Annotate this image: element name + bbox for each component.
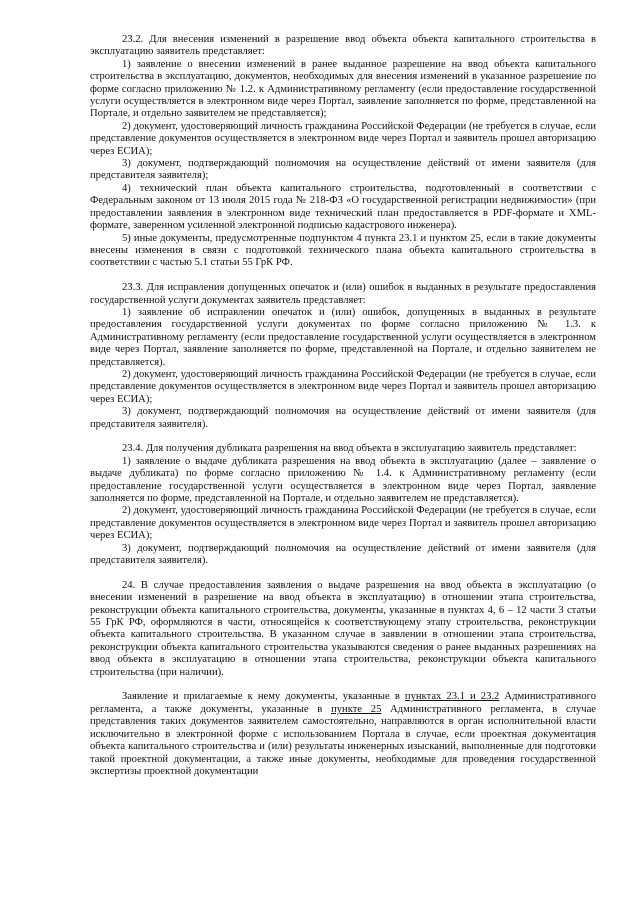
link-items-23-1-23-2[interactable]: пунктах 23.1 и 23.2 <box>404 691 500 703</box>
section-23-2-item-5: 5) иные документы, предусмотренные подпунктом 4 пункта 23.1 и пунктом 25, если в такие документы внесены изменения в связи с подготовкой технического плана объекта капитального строительства в соответствии с частью 5.1 статьи 55 ГрК РФ. <box>90 232 596 269</box>
section-24: 24. В случае предоставления заявления о выдаче разрешения на ввод объекта в эксплуатацию (о внесении изменений в разрешение на ввод объекта в эксплуатацию) в отношении этапа строительства, реконструкции объекта капитального строительства, документы, указанные в пунктах 4, 6 – 12 части 3 статьи 55 ГрК РФ, оформляются в части, относящейся к соответствующему этапу строительства, реконструкции объекта капитального строительства. В указанном случае в заявлении в отношении этапа строительства, реконструкции объекта капитального строительства указываются сведения о ранее выданных разрешениях на ввод объекта в эксплуатацию в отношении этапа строительства, реконструкции объекта капитального строительства (при наличии). <box>90 579 596 678</box>
document-body <box>90 34 596 778</box>
section-23-4-item-2: 2) документ, удостоверяющий личность гражданина Российской Федерации (не требуется в случае, если представление документов осуществляется в электронном виде через Портал и заявитель прошел авторизацию через ЕСИА); <box>90 505 596 542</box>
section-23-2-item-1: 1) заявление о внесении изменений в ранее выданное разрешение на ввод объекта капитального строительства в эксплуатацию, документов, необходимых для внесения изменений в указанное разрешение по форме согласно приложению № 1.2. к Административному регламенту (если предоставление государственной услуги осуществляется в электронном виде через Портал, заявление заполняется по форме, представленной на Портале, и отдельно заявителем не представляется); <box>90 58 596 120</box>
section-23-3-item-1: 1) заявление об исправлении опечаток и (или) ошибок, допущенных в выданных в результате предоставления государственной услуги документах по форме согласно приложению № 1.3. к Административному регламенту (если предоставление государственной услуги осуществляется в электронном виде через Портал, заявление заполняется по форме, представленной на Портале, и отдельно заявителем не представляется). <box>90 306 596 368</box>
section-23-2-item-3: 3) документ, подтверждающий полномочия на осуществление действий от имени заявителя (для представителя заявителя); <box>90 158 596 182</box>
section-23-4-item-3: 3) документ, подтверждающий полномочия на осуществление действий от имени заявителя (для представителя заявителя). <box>90 542 596 567</box>
section-23-2-intro: 23.2. Для внесения изменений в разрешение ввод объекта объекта капитального строительства в эксплуатацию заявитель представляет: <box>90 34 596 58</box>
final-text-part-3: Административного регламента, в случае представления таких документов заявителем самостоятельно, направляются в орган исполнительной власти исключительно в электронной форме с использованием Портала в случае, если проектная документация объекта капитального строительства и (или) результаты инженерных изысканий, выполненные для подготовки такой проектной документации, а также иные документы, необходимые для проведения государственной экспертизы проектной документации <box>90 703 596 777</box>
final-text-part-1: Заявление и прилагаемые к нему документы, указанные в <box>122 691 405 703</box>
section-23-3-item-2: 2) документ, удостоверяющий личность гражданина Российской Федерации (не требуется в случае, если представление документов осуществляется в электронном виде через Портал и заявитель прошел авторизацию через ЕСИА); <box>90 368 596 405</box>
section-23-4-item-1: 1) заявление о выдаче дубликата разрешения на ввод объекта в эксплуатацию (далее – заявление о выдаче дубликата) по форме согласно приложению № 1.4. к Административному регламенту (если предоставление государственной услуги осуществляется в электронном виде через Портал, заявление заполняется по форме, представленной на Портале, и отдельно заявителем не представляется). <box>90 455 596 504</box>
final-text-part-2: Административного регламента, а также документы, указанные в <box>90 691 597 715</box>
section-23-3-item-3: 3) документ, подтверждающий полномочия на осуществление действий от имени заявителя (для представителя заявителя). <box>90 406 596 430</box>
section-23-2-item-4: 4) технический план объекта капитального строительства, подготовленный в соответствии с Федеральным законом от 13 июля 2015 года № 218-ФЗ «О государственной регистрации недвижимости» (при предоставлении заявления в электронном виде технический план предоставляется в PDF-формате и XML-формате, заверенном усиленной электронной подписью кадастрового инженера). <box>90 182 596 232</box>
section-23-4-intro: 23.4. Для получения дубликата разрешения на ввод объекта в эксплуатацию заявитель представляет: <box>122 443 577 455</box>
section-23-2-item-2: 2) документ, удостоверяющий личность гражданина Российской Федерации (не требуется в случае, если представление документов осуществляется в электронном виде через Портал и заявитель прошел авторизацию через ЕСИА); <box>90 120 596 157</box>
link-item-25[interactable]: пункте 25 <box>331 703 382 715</box>
section-23-3-intro: 23.3. Для исправления допущенных опечаток и (или) ошибок в выданных в результате предоставления государственной услуги документах заявитель представляет: <box>90 282 596 306</box>
final-paragraph <box>90 691 596 778</box>
